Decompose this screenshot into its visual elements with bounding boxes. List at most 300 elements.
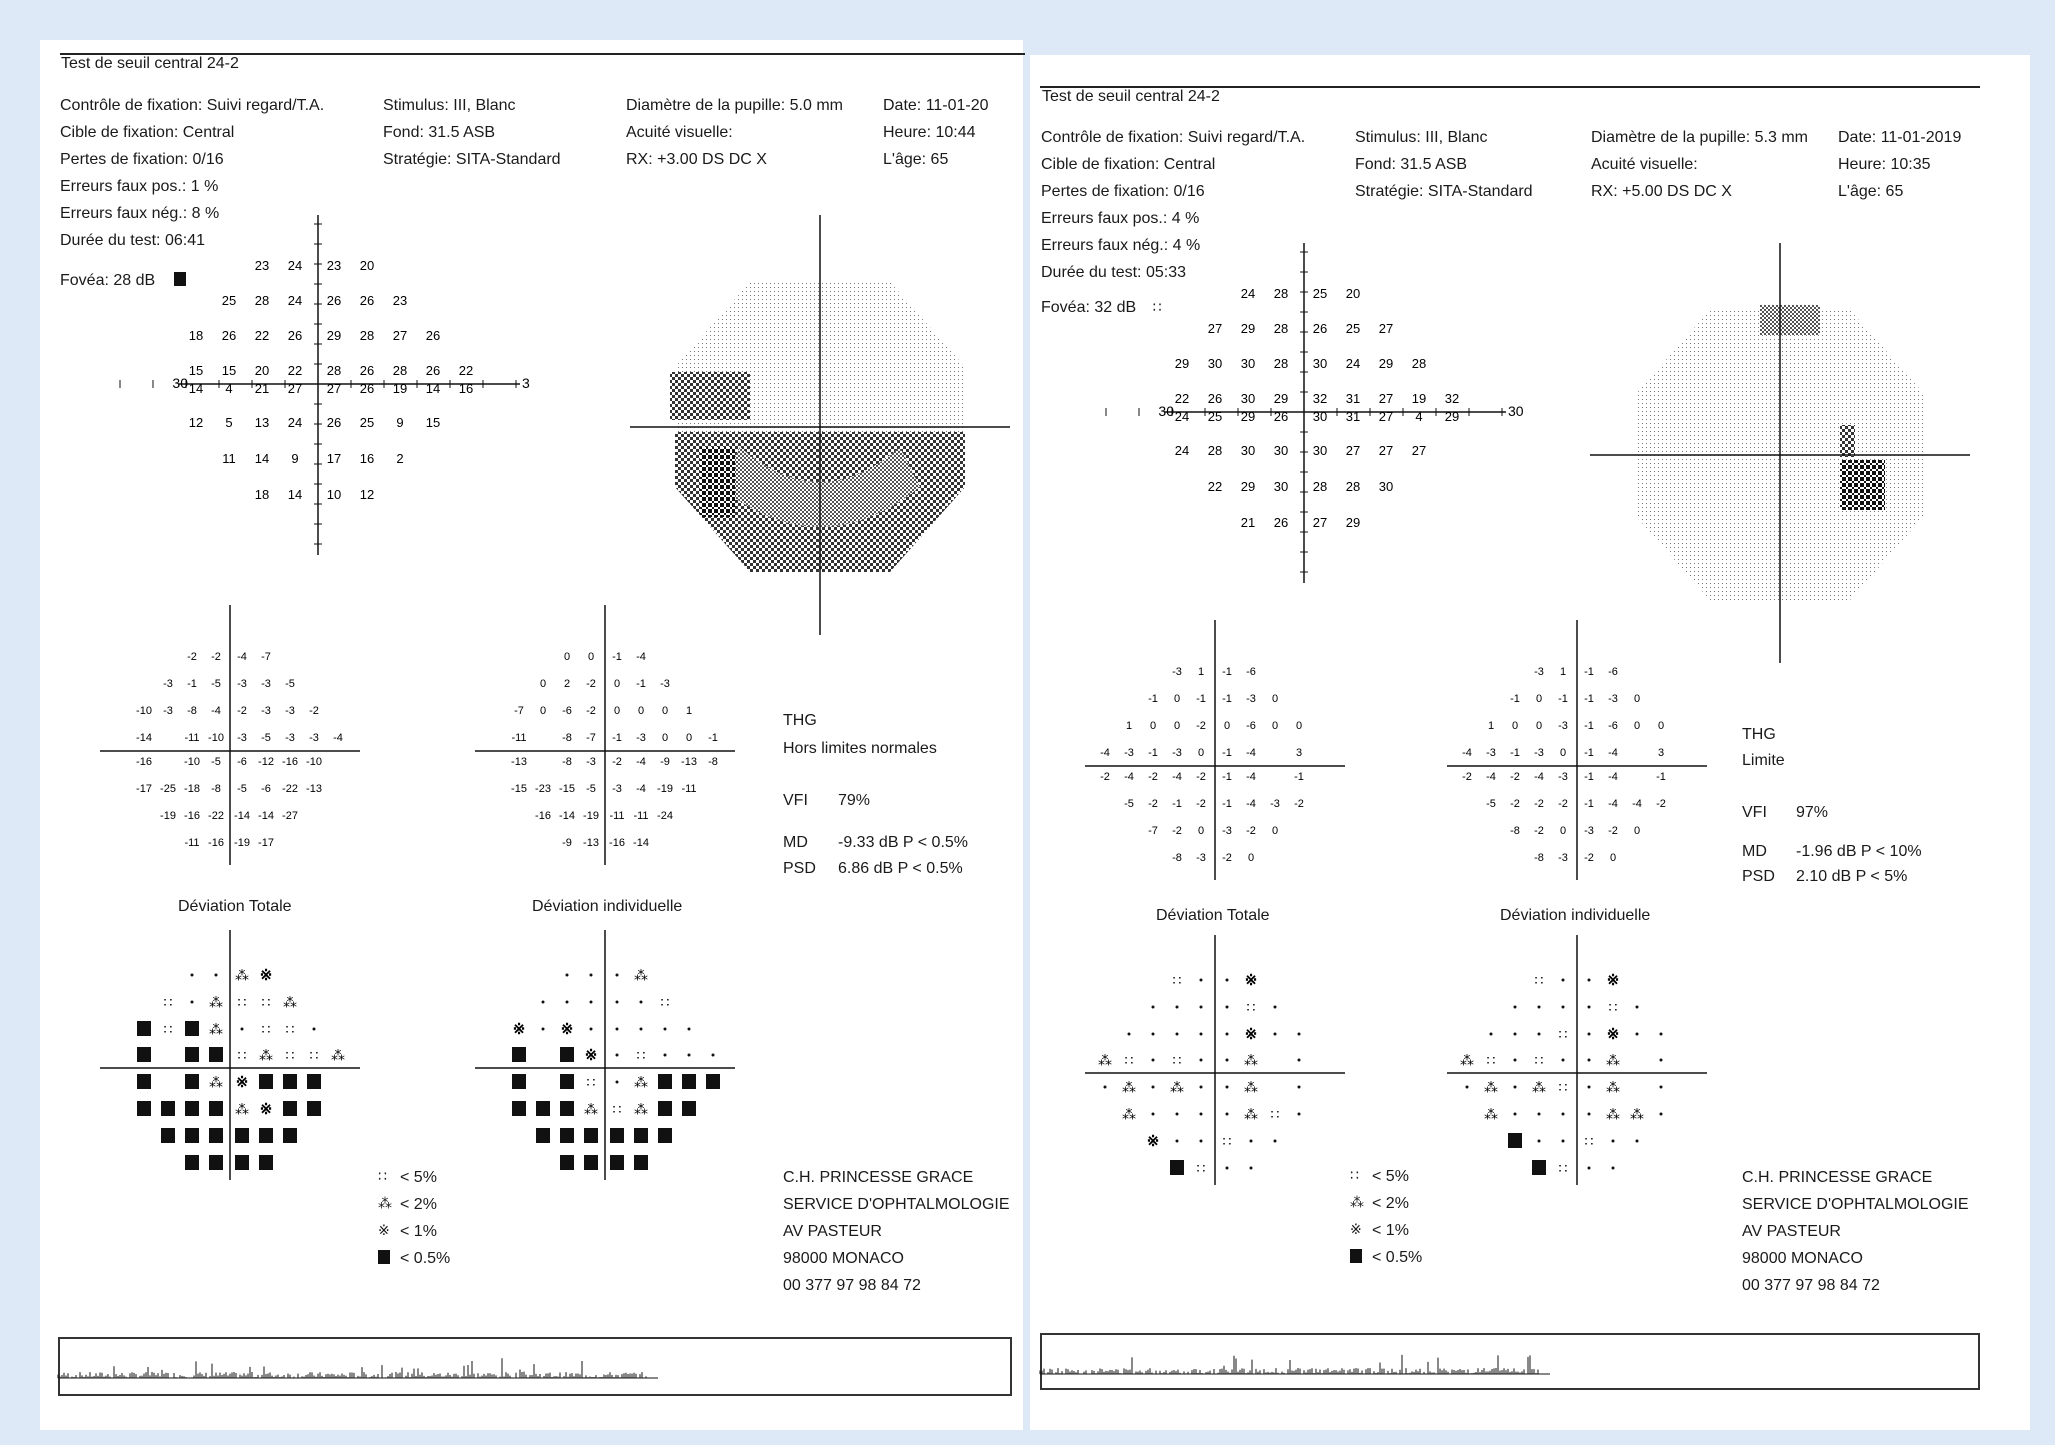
- deviation-value: -2: [1246, 825, 1256, 837]
- text-line: AV PASTEUR: [783, 1223, 882, 1240]
- threshold-value: 22: [458, 363, 474, 378]
- deviation-value: -3: [1534, 747, 1544, 759]
- deviation-value: -8: [211, 783, 221, 795]
- prob-dots-symbol: ∷: [309, 1047, 319, 1063]
- prob-point-symbol: [1588, 1033, 1591, 1036]
- threshold-value: 29: [1174, 356, 1190, 371]
- deviation-value: -4: [636, 756, 646, 768]
- prob-point-symbol: [1588, 1059, 1591, 1062]
- prob-light-symbol: ⁂: [209, 1021, 223, 1037]
- prob-point-symbol: [1636, 1006, 1639, 1009]
- prob-dots-symbol: ∷: [1270, 1106, 1280, 1122]
- prob-dots-symbol: ∷: [1558, 1079, 1568, 1095]
- deviation-value: -3: [261, 678, 271, 690]
- prob-medium-symbol: ※: [259, 1101, 273, 1118]
- threshold-value: 28: [359, 328, 375, 343]
- text-line: C.H. PRINCESSE GRACE: [1742, 1169, 1933, 1186]
- deviation-value: -8: [562, 732, 572, 744]
- deviation-value: -3: [163, 678, 173, 690]
- threshold-value: 11: [222, 451, 236, 466]
- threshold-value: 12: [188, 415, 204, 430]
- threshold-value: 26: [359, 363, 375, 378]
- threshold-value: 25: [1312, 286, 1328, 301]
- deviation-value: -2: [1462, 771, 1472, 783]
- deviation-value: -13: [306, 783, 322, 795]
- legend-label: < 1%: [400, 1223, 437, 1240]
- prob-point-symbol: [1588, 1006, 1591, 1009]
- prob-light-symbol: ⁂: [634, 1074, 648, 1090]
- deviation-value: 1: [1197, 666, 1205, 678]
- threshold-value: 14: [188, 381, 204, 396]
- text-line: Contrôle de fixation: Suivi regard/T.A.: [1041, 129, 1306, 146]
- deviation-value: -16: [535, 810, 551, 822]
- deviation-value: -5: [237, 783, 247, 795]
- total-deviation-title: Déviation Totale: [178, 898, 292, 915]
- deviation-value: -3: [1558, 771, 1568, 783]
- deviation-value: 1: [1487, 720, 1495, 732]
- hospital-address: [1742, 1164, 1969, 1299]
- threshold-value: 27: [1411, 443, 1427, 458]
- pattern-deviation-title: Déviation individuelle: [1500, 907, 1651, 924]
- deviation-value: -1: [636, 678, 646, 690]
- threshold-value: 28: [1273, 321, 1289, 336]
- deviation-value: -1: [1222, 771, 1232, 783]
- threshold-value: 29: [1240, 409, 1256, 424]
- deviation-value: -11: [184, 732, 200, 744]
- prob-medium-symbol: ※: [259, 967, 273, 984]
- prob-light-symbol: ⁂: [634, 1101, 648, 1117]
- legend-label: < 0.5%: [400, 1250, 451, 1267]
- deviation-value: -2: [1100, 771, 1110, 783]
- deviation-value: 0: [1657, 720, 1665, 732]
- deviation-value: -4: [1608, 771, 1618, 783]
- pattern-deviation-probability: [1447, 935, 1707, 1185]
- legend-label: < 2%: [400, 1196, 437, 1213]
- deviation-value: -1: [708, 732, 718, 744]
- deviation-value: -14: [258, 810, 274, 822]
- threshold-value: 26: [359, 381, 375, 396]
- deviation-value: -3: [1584, 825, 1594, 837]
- prob-solid-symbol: [1170, 1160, 1184, 1175]
- deviation-value: -1: [1656, 771, 1666, 783]
- md-value: -9.33 dB P < 0.5%: [838, 834, 969, 851]
- prob-light-symbol: ⁂: [1244, 1052, 1258, 1068]
- psd-value: 2.10 dB P < 5%: [1796, 868, 1908, 885]
- deviation-value: -2: [1222, 852, 1232, 864]
- prob-medium-symbol: ※: [512, 1021, 526, 1038]
- deviation-value: -5: [211, 756, 221, 768]
- deviation-value: 0: [1173, 720, 1181, 732]
- deviation-value: -2: [1196, 771, 1206, 783]
- prob-point-symbol: [1152, 1086, 1155, 1089]
- threshold-value: 27: [1345, 443, 1361, 458]
- deviation-value: -2: [187, 651, 197, 663]
- deviation-value: -8: [187, 705, 197, 717]
- probability-legend: [1350, 1163, 1422, 1271]
- threshold-value: 18: [188, 328, 204, 343]
- prob-point-symbol: [1250, 1167, 1253, 1170]
- prob-point-symbol: [1612, 1167, 1615, 1170]
- deviation-value: 3: [1657, 747, 1665, 759]
- deviation-value: -3: [1270, 798, 1280, 810]
- prob-medium-symbol: ※: [1606, 1026, 1620, 1043]
- prob-light-symbol: ⁂: [1606, 1052, 1620, 1068]
- deviation-value: -3: [163, 705, 173, 717]
- deviation-value: -17: [258, 837, 274, 849]
- prob-point-symbol: [1490, 1033, 1493, 1036]
- prob-point-symbol: [1226, 1006, 1229, 1009]
- deviation-value: 0: [661, 705, 669, 717]
- deviation-value: -3: [285, 705, 295, 717]
- info-col-3: [1591, 124, 1808, 205]
- deviation-value: -5: [1486, 798, 1496, 810]
- prob-point-symbol: [1538, 1140, 1541, 1143]
- prob-dots-symbol: ∷: [636, 1047, 646, 1063]
- prob-dots-symbol: ∷: [1608, 999, 1618, 1015]
- prob-dots-symbol: ∷: [1124, 1052, 1134, 1068]
- deviation-value: -3: [1558, 852, 1568, 864]
- prob-point-symbol: [1538, 1033, 1541, 1036]
- text-line: Fond: 31.5 ASB: [383, 124, 496, 141]
- deviation-value: -16: [282, 756, 298, 768]
- deviation-value: -3: [1534, 666, 1544, 678]
- text-line: Acuité visuelle:: [626, 124, 733, 141]
- prob-dots-symbol: ∷: [586, 1074, 596, 1090]
- ght-label: THG: [783, 712, 817, 729]
- threshold-value: 4: [1415, 409, 1423, 424]
- legend-label: < 5%: [400, 1169, 437, 1186]
- deviation-value: -1: [612, 651, 622, 663]
- prob-point-symbol: [1538, 1006, 1541, 1009]
- prob-dots-symbol: ∷: [261, 994, 271, 1010]
- deviation-value: -2: [309, 705, 319, 717]
- total-deviation-title: Déviation Totale: [1156, 907, 1270, 924]
- threshold-value: 28: [254, 293, 270, 308]
- deviation-value: -2: [1196, 798, 1206, 810]
- deviation-value: -1: [1222, 693, 1232, 705]
- prob-point-symbol: [1588, 979, 1591, 982]
- deviation-value: -1: [1584, 747, 1594, 759]
- text-line: Durée du test: 05:33: [1041, 264, 1186, 281]
- deviation-value: -11: [633, 810, 649, 822]
- deviation-value: 0: [1173, 693, 1181, 705]
- deviation-value: -15: [511, 783, 527, 795]
- threshold-value: 25: [359, 415, 375, 430]
- threshold-value: 24: [1174, 443, 1190, 458]
- prob-dots-symbol: ∷: [660, 994, 670, 1010]
- prob-light-symbol: ⁂: [1098, 1052, 1112, 1068]
- threshold-value: 12: [359, 487, 375, 502]
- deviation-value: -3: [1172, 747, 1182, 759]
- deviation-value: -10: [208, 732, 224, 744]
- prob-point-symbol: [1226, 1033, 1229, 1036]
- light-symbol-icon: ⁂: [378, 1196, 392, 1212]
- threshold-value: 27: [1378, 391, 1394, 406]
- deviation-value: 0: [661, 732, 669, 744]
- prob-point-symbol: [1660, 1033, 1663, 1036]
- deviation-value: -14: [136, 732, 152, 744]
- threshold-value: 25: [1345, 321, 1361, 336]
- deviation-value: 0: [1633, 825, 1641, 837]
- deviation-value: 0: [1223, 720, 1231, 732]
- threshold-value: 9: [396, 415, 404, 430]
- prob-point-symbol: [1514, 1113, 1517, 1116]
- deviation-value: -5: [586, 783, 596, 795]
- prob-point-symbol: [1562, 1006, 1565, 1009]
- deviation-value: -1: [1584, 720, 1594, 732]
- deviation-value: -2: [1656, 798, 1666, 810]
- test-title: Test de seuil central 24-2: [61, 55, 239, 72]
- deviation-value: -11: [681, 783, 697, 795]
- threshold-value: 28: [1273, 356, 1289, 371]
- threshold-value: 14: [287, 487, 303, 502]
- total-deviation-probability: [1085, 935, 1345, 1185]
- text-line: Stratégie: SITA-Standard: [383, 151, 561, 168]
- legend-label: < 0.5%: [1372, 1249, 1423, 1266]
- deviation-value: -6: [1246, 666, 1256, 678]
- deviation-value: -1: [1172, 798, 1182, 810]
- deviation-value: -7: [514, 705, 524, 717]
- prob-point-symbol: [1250, 1140, 1253, 1143]
- ght-value: Hors limites normales: [783, 740, 937, 757]
- pattern-deviation-grid: [1447, 620, 1707, 880]
- deviation-value: -1: [612, 732, 622, 744]
- vfi-value: 97%: [1796, 804, 1829, 821]
- deviation-value: 0: [1271, 825, 1279, 837]
- prob-point-symbol: [1152, 1113, 1155, 1116]
- deviation-value: -3: [1246, 693, 1256, 705]
- deviation-value: -2: [1584, 852, 1594, 864]
- psd-label: PSD: [783, 860, 816, 877]
- deviation-value: -4: [1608, 798, 1618, 810]
- prob-dots-symbol: ∷: [1534, 972, 1544, 988]
- prob-medium-symbol: ※: [560, 1021, 574, 1038]
- deviation-value: -19: [583, 810, 599, 822]
- deviation-value: -4: [636, 651, 646, 663]
- threshold-value: 18: [254, 487, 270, 502]
- deviation-value: -2: [586, 678, 596, 690]
- threshold-value: 29: [1345, 515, 1361, 530]
- deviation-value: -3: [1124, 747, 1134, 759]
- deviation-value: -15: [559, 783, 575, 795]
- text-line: 00 377 97 98 84 72: [783, 1277, 921, 1294]
- solid-square-icon: [1350, 1244, 1372, 1271]
- deviation-value: -16: [609, 837, 625, 849]
- threshold-value: 30: [1312, 356, 1328, 371]
- text-line: Contrôle de fixation: Suivi regard/T.A.: [60, 97, 325, 114]
- deviation-value: 1: [1559, 666, 1567, 678]
- threshold-value: 20: [254, 363, 270, 378]
- deviation-value: -5: [285, 678, 295, 690]
- prob-point-symbol: [1562, 1113, 1565, 1116]
- threshold-value: 16: [359, 451, 375, 466]
- threshold-value: 30: [1240, 356, 1256, 371]
- axis-label-left: 30: [1158, 403, 1174, 419]
- prob-point-symbol: [1466, 1086, 1469, 1089]
- prob-light-symbol: ⁂: [209, 994, 223, 1010]
- text-line: Erreurs faux nég.: 8 %: [60, 205, 220, 222]
- threshold-value: 28: [1345, 479, 1361, 494]
- deviation-value: -12: [258, 756, 274, 768]
- prob-light-symbol: ⁂: [1244, 1106, 1258, 1122]
- threshold-value: 27: [1378, 321, 1394, 336]
- deviation-value: -2: [1172, 825, 1182, 837]
- deviation-value: -3: [1608, 693, 1618, 705]
- psd-label: PSD: [1742, 868, 1775, 885]
- prob-light-symbol: ⁂: [584, 1101, 598, 1117]
- legend-label: < 1%: [1372, 1222, 1409, 1239]
- threshold-value: 29: [326, 328, 342, 343]
- deviation-value: -1: [1222, 666, 1232, 678]
- text-line: C.H. PRINCESSE GRACE: [783, 1169, 974, 1186]
- text-line: RX: +5.00 DS DC X: [1591, 183, 1732, 200]
- deviation-value: -16: [136, 756, 152, 768]
- prob-point-symbol: [1226, 979, 1229, 982]
- prob-light-symbol: ⁂: [1606, 1106, 1620, 1122]
- deviation-value: -1: [1558, 693, 1568, 705]
- ght-label: THG: [1742, 726, 1776, 743]
- deviation-value: -4: [1246, 747, 1256, 759]
- deviation-value: -1: [1148, 693, 1158, 705]
- threshold-value: 30: [1240, 391, 1256, 406]
- prob-point-symbol: [1200, 1006, 1203, 1009]
- threshold-value: 30: [1378, 479, 1394, 494]
- prob-light-symbol: ⁂: [1122, 1079, 1136, 1095]
- prob-point-symbol: [1660, 1059, 1663, 1062]
- threshold-value: 13: [254, 415, 270, 430]
- text-line: Durée du test: 06:41: [60, 232, 205, 249]
- deviation-value: -9: [660, 756, 670, 768]
- deviation-value: 0: [1511, 720, 1519, 732]
- prob-light-symbol: ⁂: [235, 1101, 249, 1117]
- info-col-4: [1838, 124, 1961, 205]
- text-line: 00 377 97 98 84 72: [1742, 1277, 1880, 1294]
- deviation-value: 3: [1295, 747, 1303, 759]
- prob-light-symbol: ⁂: [283, 994, 297, 1010]
- text-line: Stratégie: SITA-Standard: [1355, 183, 1533, 200]
- deviation-value: -8: [708, 756, 718, 768]
- threshold-value: 29: [1378, 356, 1394, 371]
- threshold-value: 32: [1312, 391, 1328, 406]
- title-rule: [1040, 86, 1980, 88]
- threshold-value: 31: [1345, 391, 1361, 406]
- text-line: Cible de fixation: Central: [1041, 156, 1216, 173]
- threshold-value: 17: [326, 451, 342, 466]
- gaze-tracking-trace: [1040, 1346, 1550, 1382]
- prob-point-symbol: [1274, 1006, 1277, 1009]
- threshold-value: 23: [392, 293, 408, 308]
- deviation-value: -7: [261, 651, 271, 663]
- deviation-value: -17: [136, 783, 152, 795]
- prob-light-symbol: ⁂: [1484, 1106, 1498, 1122]
- prob-point-symbol: [1200, 1059, 1203, 1062]
- threshold-value: 30: [1273, 479, 1289, 494]
- prob-point-symbol: [1176, 1113, 1179, 1116]
- threshold-value: 20: [359, 258, 375, 273]
- threshold-value: 24: [287, 415, 303, 430]
- prob-point-symbol: [1636, 1140, 1639, 1143]
- prob-dots-symbol: ∷: [1172, 1052, 1182, 1068]
- deviation-value: 0: [1559, 747, 1567, 759]
- text-line: SERVICE D'OPHTALMOLOGIE: [1742, 1196, 1969, 1213]
- deviation-value: -2: [1534, 798, 1544, 810]
- deviation-value: 0: [1535, 720, 1543, 732]
- prob-solid-symbol: [1532, 1160, 1546, 1175]
- deviation-value: -23: [535, 783, 551, 795]
- text-line: SERVICE D'OPHTALMOLOGIE: [783, 1196, 1010, 1213]
- threshold-value: 29: [1444, 409, 1460, 424]
- deviation-value: -4: [211, 705, 221, 717]
- threshold-value: 31: [1345, 409, 1361, 424]
- deviation-value: -8: [1510, 825, 1520, 837]
- greyscale-map: [1590, 243, 1970, 663]
- prob-dots-symbol: ∷: [1172, 972, 1182, 988]
- deviation-value: -3: [237, 732, 247, 744]
- deviation-value: -4: [1608, 747, 1618, 759]
- deviation-value: -4: [1172, 771, 1182, 783]
- superior-patch: [1760, 305, 1820, 335]
- threshold-value: 26: [287, 328, 303, 343]
- deviation-value: -3: [1486, 747, 1496, 759]
- deviation-value: -10: [184, 756, 200, 768]
- deviation-value: 0: [1271, 720, 1279, 732]
- deviation-value: -3: [660, 678, 670, 690]
- deviation-value: -2: [1196, 720, 1206, 732]
- deviation-value: -7: [586, 732, 596, 744]
- prob-dots-symbol: ∷: [1558, 1160, 1568, 1176]
- deviation-value: -1: [1148, 747, 1158, 759]
- prob-light-symbol: ⁂: [1606, 1079, 1620, 1095]
- deviation-value: 0: [1197, 825, 1205, 837]
- legend-row: [1350, 1163, 1422, 1190]
- deviation-value: -1: [1584, 798, 1594, 810]
- threshold-value: 28: [1273, 286, 1289, 301]
- deviation-value: -27: [282, 810, 298, 822]
- threshold-value: 16: [458, 381, 474, 396]
- text-line: Pertes de fixation: 0/16: [60, 151, 224, 168]
- threshold-value: 29: [1240, 321, 1256, 336]
- deviation-value: -19: [160, 810, 176, 822]
- deviation-value: -7: [1148, 825, 1158, 837]
- deviation-value: -5: [261, 732, 271, 744]
- threshold-value: 21: [1240, 515, 1256, 530]
- threshold-value: 26: [1207, 391, 1223, 406]
- prob-medium-symbol: ※: [1146, 1133, 1160, 1150]
- deviation-value: -4: [1462, 747, 1472, 759]
- threshold-value: 27: [1312, 515, 1328, 530]
- deviation-value: -11: [609, 810, 625, 822]
- deviation-value: -6: [237, 756, 247, 768]
- deviation-value: -6: [1608, 666, 1618, 678]
- prob-dots-symbol: ∷: [1558, 1026, 1568, 1042]
- prob-solid-symbol: [1508, 1133, 1522, 1148]
- threshold-value: 27: [1207, 321, 1223, 336]
- threshold-value: 27: [392, 328, 408, 343]
- axis-label-left: 30: [172, 375, 188, 391]
- prob-medium-symbol: ※: [584, 1047, 598, 1064]
- threshold-value: 29: [1240, 479, 1256, 494]
- axis-label-right: 30: [1508, 403, 1524, 419]
- deviation-value: 0: [563, 651, 571, 663]
- deviation-value: -1: [187, 678, 197, 690]
- threshold-value: 26: [1312, 321, 1328, 336]
- threshold-value: 22: [1207, 479, 1223, 494]
- prob-medium-symbol: ※: [1244, 972, 1258, 989]
- prob-point-symbol: [1200, 979, 1203, 982]
- prob-point-symbol: [1514, 1033, 1517, 1036]
- deviation-value: -14: [633, 837, 649, 849]
- threshold-value: 24: [1345, 356, 1361, 371]
